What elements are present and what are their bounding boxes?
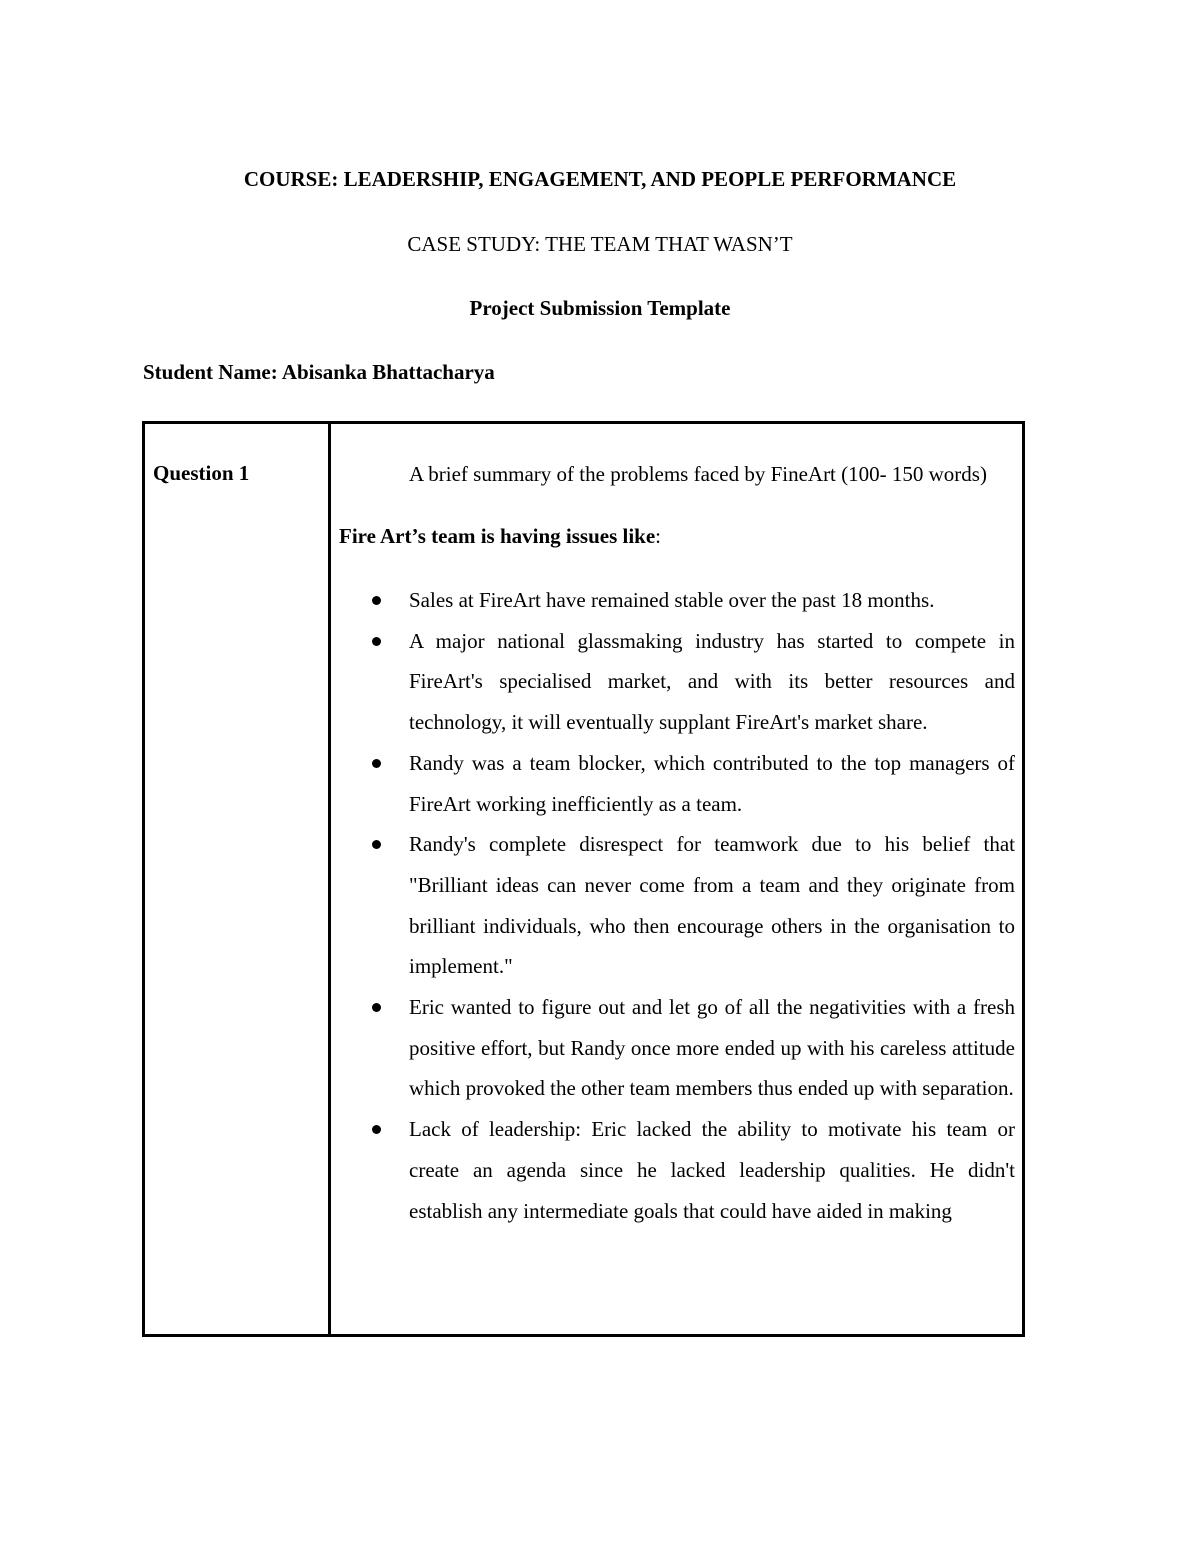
bullet-icon xyxy=(372,759,381,768)
answer-cell xyxy=(339,454,1015,1231)
bullet-icon xyxy=(372,596,381,605)
template-title: Project Submission Template xyxy=(469,296,731,320)
list-item xyxy=(339,987,1015,1109)
issues-lead xyxy=(339,516,1015,556)
list-item-text: Eric wanted to figure out and let go of all the negativities with a fresh positive effort, but Randy once more ended up with his careless attitude which provoked the other team members thus ended up with separation. xyxy=(409,995,1015,1101)
list-item-text: Randy was a team blocker, which contributed to the top managers of FireArt working inefficiently as a team. xyxy=(409,750,1015,816)
list-item xyxy=(339,743,1015,824)
list-item xyxy=(339,580,1015,621)
issues-lead-text: Fire Art’s team is having issues like xyxy=(339,524,656,548)
bullet-icon xyxy=(372,840,381,849)
issues-lead-colon: : xyxy=(655,524,662,548)
list-item xyxy=(339,621,1015,743)
list-item xyxy=(339,824,1015,987)
question-prompt: A brief summary of the problems faced by FineArt (100- 150 words) xyxy=(409,462,987,486)
case-study-title: CASE STUDY: THE TEAM THAT WASN’T xyxy=(407,232,793,256)
course-title: COURSE: LEADERSHIP, ENGAGEMENT, AND PEOPLE PERFORMANCE xyxy=(243,167,957,191)
list-item xyxy=(339,1109,1015,1231)
student-name: Student Name: Abisanka Bhattacharya xyxy=(143,360,495,384)
question-table xyxy=(142,421,1025,1337)
question-label: Question 1 xyxy=(153,461,250,485)
column-divider xyxy=(328,424,331,1334)
list-item-text: Randy's complete disrespect for teamwork due to his belief that "Brilliant ideas can never come from a team and they originate from brilliant individuals, who then encourage others in the organisation to implement." xyxy=(409,832,1015,979)
bullet-icon xyxy=(372,637,381,646)
list-item-text: Sales at FireArt have remained stable over the past 18 months. xyxy=(409,588,935,612)
list-item-text: Lack of leadership: Eric lacked the ability to motivate his team or create an agenda since he lacked leadership qualities. He didn't establish any intermediate goals that could have aided in making xyxy=(409,1117,1015,1223)
bullet-icon xyxy=(372,1125,381,1134)
issues-list xyxy=(339,580,1015,1231)
bullet-icon xyxy=(372,1003,381,1012)
list-item-text: A major national glassmaking industry has started to compete in FireArt's specialised market, and with its better resources and technology, it will eventually supplant FireArt's market share. xyxy=(409,628,1015,735)
